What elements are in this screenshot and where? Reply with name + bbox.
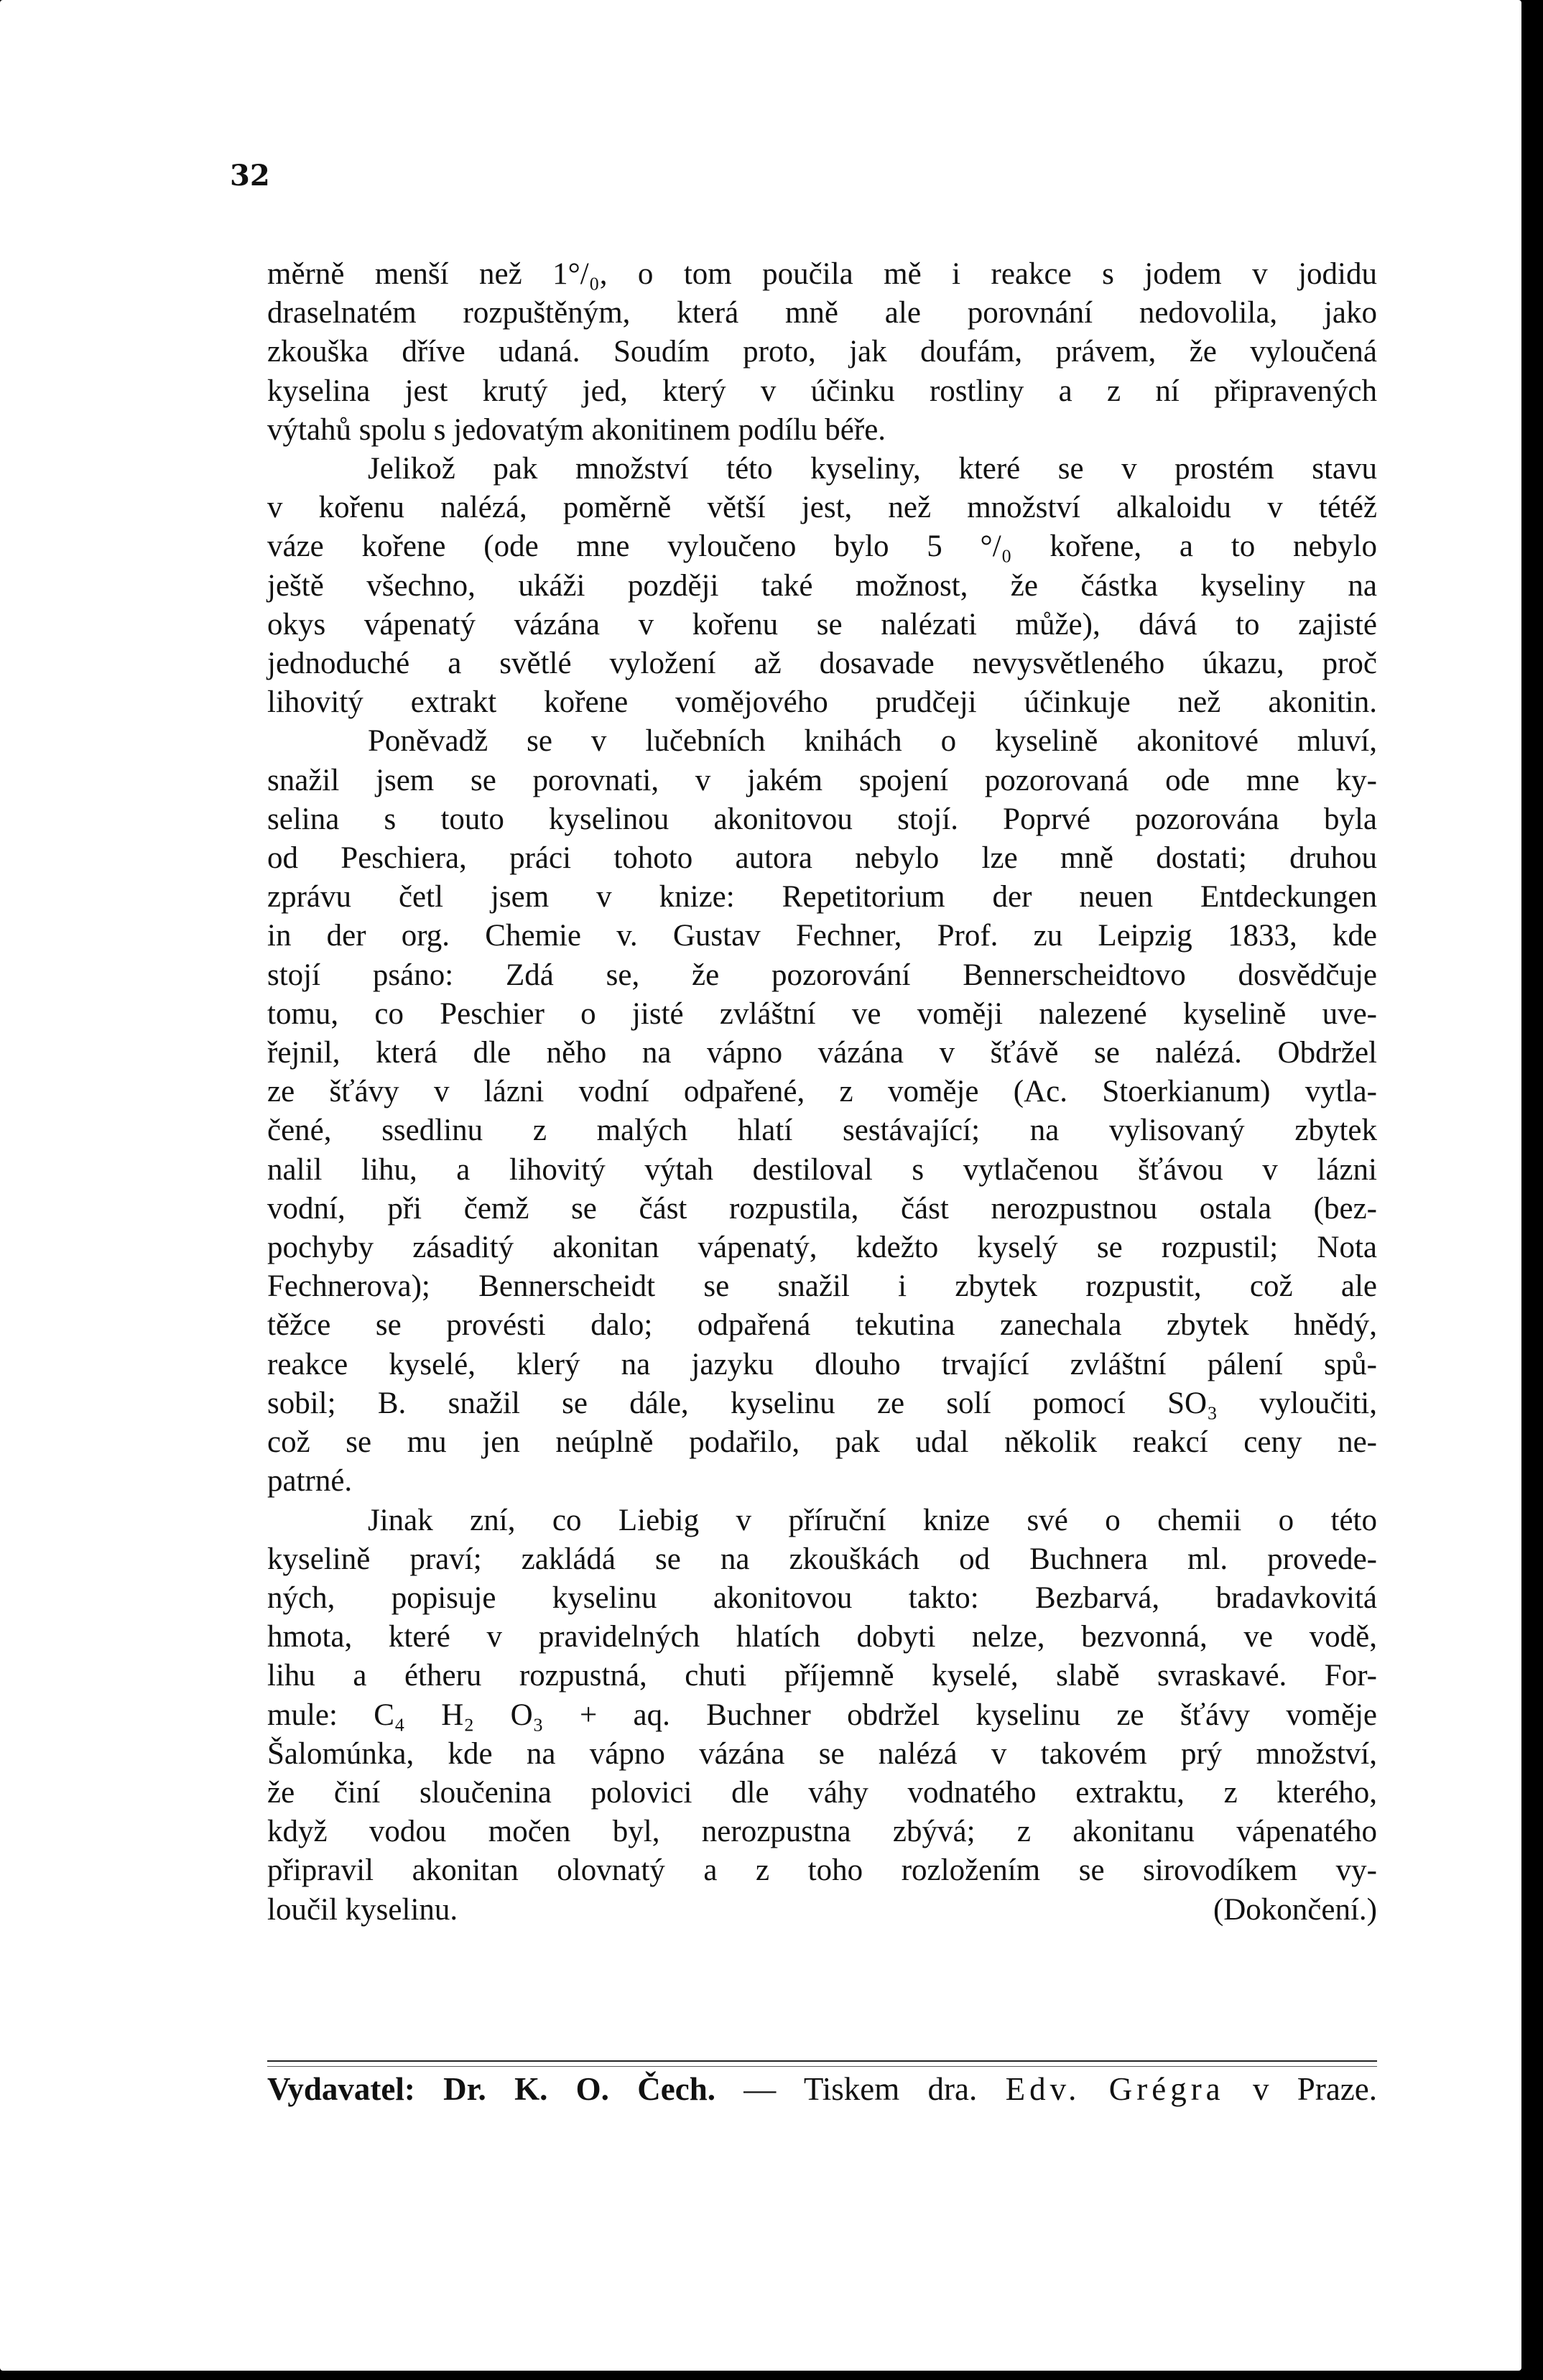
text-line: jednoduché a světlé vyložení až dosavade nevysvětleného úkazu, proč xyxy=(267,647,1377,681)
printer-last-name: Grégra xyxy=(1108,2071,1225,2107)
text-line: výtahů spolu s jedovatým akonitinem podílu béře. xyxy=(267,412,886,447)
body-text xyxy=(267,255,1377,1930)
text-line: pochyby zásaditý akonitan vápenatý, kdežto kyselý se rozpustil; Nota xyxy=(267,1231,1377,1265)
text-line: patrné. xyxy=(267,1464,353,1499)
text-line: čené, ssedlinu z malých hlatí sestávající; na vylisovaný zbytek xyxy=(267,1113,1377,1148)
text-line: okys vápenatý vázána v kořenu se nalézati může), dává to zajisté xyxy=(267,607,1377,642)
text-line: zkouška dříve udaná. Soudím proto, jak doufám, právem, že vyloučená xyxy=(267,335,1377,369)
scan-edge xyxy=(1521,0,1543,2380)
paragraph-2 xyxy=(267,450,1377,722)
page-number: 32 xyxy=(230,159,270,193)
text-line: Šalomúnka, kde na vápno vázána se nalézá v takovém prý množství, xyxy=(267,1736,1377,1771)
text-line: stojí psáno: Zdá se, že pozorování Bennerscheidtovo dosvědčuje xyxy=(267,958,1377,992)
text-line: loučil kyselinu. xyxy=(267,1892,458,1927)
imprint-dash: — xyxy=(743,2071,777,2107)
imprint-place: v Praze. xyxy=(1252,2071,1377,2107)
text-line: těžce se provésti dalo; odpařená tekutina zanechala zbytek hnědý, xyxy=(267,1308,1377,1343)
closing-line xyxy=(267,1891,1377,1930)
text-line: lihovitý extrakt kořene vomějového prudčeji účinkuje než akonitin. xyxy=(267,685,1377,720)
text-line: snažil jsem se porovnati, v jakém spojení pozorovaná ode mne ky- xyxy=(267,763,1377,797)
text-line: ze šťávy v lázni vodní odpařené, z voměje (Ac. Stoerkianum) vytla- xyxy=(267,1075,1377,1109)
text-line: tomu, co Peschier o jisté zvláštní ve voměji nalezené kyselině uve- xyxy=(267,996,1377,1031)
text-line: draselnatém rozpuštěným, která mně ale porovnání nedovolila, jako xyxy=(267,296,1377,330)
text-line: ných, popisuje kyselinu akonitovou takto: Bezbarvá, bradavkovitá xyxy=(267,1580,1377,1615)
text-line: ještě všechno, ukáži později také možnost, že částka kyseliny na xyxy=(267,568,1377,603)
text-line: od Peschiera, práci tohoto autora nebylo lze mně dostati; druhou xyxy=(267,841,1377,876)
text-line: kyselina jest krutý jed, který v účinku rostliny a z ní připravených xyxy=(267,374,1377,408)
text-line: mule: C₄ H₂ O₃ + aq. Buchner obdržel kyselinu ze šťávy voměje xyxy=(267,1698,1377,1732)
text-line: Fechnerova); Bennerscheidt se snažil i zbytek rozpustit, což ale xyxy=(267,1269,1377,1304)
text-line: Poněvadž se v lučebních knihách o kyselině akonitové mluví, xyxy=(368,724,1377,759)
paragraph-3 xyxy=(267,722,1377,1501)
printer-first-name: Edv. xyxy=(1005,2071,1081,2107)
text-line: v kořenu nalézá, poměrně větší jest, než množství alkaloidu v tétéž xyxy=(267,491,1377,525)
text-line: lihu a étheru rozpustná, chuti příjemně kyselé, slabě svraskavé. For- xyxy=(267,1659,1377,1693)
publisher-label: Vydavatel: xyxy=(267,2071,415,2107)
text-line: nalil lihu, a lihovitý výtah destiloval s vytlačenou šťávou v lázni xyxy=(267,1152,1377,1187)
text-line: Jinak zní, co Liebig v příruční knize své o chemii o této xyxy=(368,1503,1377,1537)
text-line: což se mu jen neúplně podařilo, pak udal několik reakcí ceny ne- xyxy=(267,1425,1377,1460)
text-line: kyselině praví; zakládá se na zkouškách od Buchnera ml. provede- xyxy=(267,1542,1377,1576)
text-line: měrně menší než 1°/₀, o tom poučila mě i reakce s jodem v jodidu xyxy=(267,257,1377,291)
printer-prefix: Tiskem dra. xyxy=(803,2071,978,2107)
text-line: sobil; B. snažil se dále, kyselinu ze solí pomocí SO₃ vyloučiti, xyxy=(267,1386,1377,1420)
text-line: váze kořene (ode mne vyloučeno bylo 5 °/₀ kořene, a to nebylo xyxy=(267,529,1377,564)
text-line: reakce kyselé, klerý na jazyku dlouho trvající zvláštní pálení spů- xyxy=(267,1347,1377,1381)
text-line: když vodou močen byl, nerozpustna zbývá; z akonitanu vápenatého xyxy=(267,1815,1377,1849)
text-line: řejnil, která dle něho na vápno vázána v šťávě se nalézá. Obdržel xyxy=(267,1036,1377,1070)
paragraph-1 xyxy=(267,255,1377,450)
publisher-name: Dr. K. O. Čech. xyxy=(443,2071,715,2107)
footer-rule-thin xyxy=(267,2066,1377,2067)
text-line: zprávu četl jsem v knize: Repetitorium der neuen Entdeckungen xyxy=(267,880,1377,915)
imprint-line xyxy=(267,2068,1377,2111)
text-line: že činí sloučenina polovici dle váhy vodnatého extraktu, z kterého, xyxy=(267,1775,1377,1810)
text-line: in der org. Chemie v. Gustav Fechner, Prof. zu Leipzig 1833, kde xyxy=(267,919,1377,953)
text-line: Jelikož pak množství této kyseliny, které se v prostém stavu xyxy=(368,452,1377,486)
continuation-note: (Dokončení.) xyxy=(1213,1892,1377,1927)
paragraph-4 xyxy=(267,1501,1377,1930)
footer-rule xyxy=(267,2060,1377,2062)
text-line: hmota, které v pravidelných hlatích dobyti nelze, bezvonná, ve vodě, xyxy=(267,1620,1377,1654)
text-line: vodní, při čemž se část rozpustila, část nerozpustnou ostala (bez- xyxy=(267,1191,1377,1226)
text-line: připravil akonitan olovnatý a z toho rozložením se sirovodíkem vy- xyxy=(267,1853,1377,1888)
text-line: selina s touto kyselinou akonitovou stojí. Poprvé pozorována byla xyxy=(267,802,1377,836)
